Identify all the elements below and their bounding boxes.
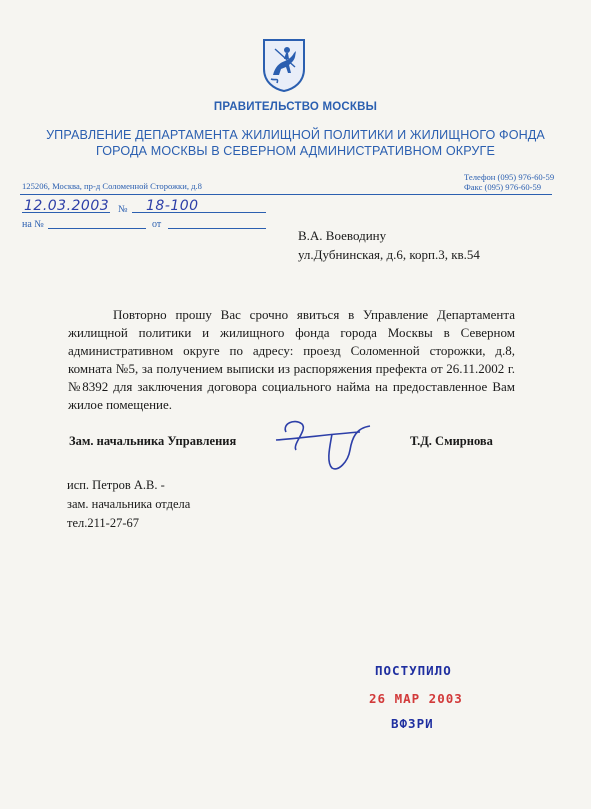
reply-label: на № [22, 219, 44, 230]
received-stamp-date: 26 МАР 2003 [369, 691, 463, 706]
received-stamp-label: ПОСТУПИЛО [375, 663, 452, 678]
number-label: № [118, 204, 128, 215]
signatory-name: Т.Д. Смирнова [410, 434, 493, 448]
letter-body [68, 306, 515, 414]
sender-address: 125206, Москва, пр-д Соломенной Сторожки, д.8 [22, 181, 202, 191]
reply-underline [48, 228, 146, 229]
sender-fax: Факс (095) 976-60-59 [464, 182, 542, 192]
recipient-name: В.А. Воеводину [298, 228, 387, 243]
executor-line1: исп. Петров А.В. - [67, 478, 165, 492]
number-handwritten: 18-100 [146, 198, 199, 214]
department-heading-line1: УПРАВЛЕНИЕ ДЕПАРТАМЕНТА ЖИЛИЩНОЙ ПОЛИТИКИ И ЖИЛИЩНОГО ФОНДА [46, 128, 545, 142]
date-handwritten: 12.03.2003 [24, 198, 110, 214]
recipient-address: ул.Дубнинская, д.6, корп.3, кв.54 [298, 247, 480, 262]
signatory-title: Зам. начальника Управления [69, 434, 237, 448]
header-divider [20, 194, 552, 195]
from-underline [168, 228, 266, 229]
department-heading-line2: ГОРОДА МОСКВЫ В СЕВЕРНОМ АДМИНИСТРАТИВНОМ ОКРУГЕ [96, 144, 495, 158]
handwritten-signature [272, 410, 382, 476]
government-heading: ПРАВИТЕЛЬСТВО МОСКВЫ [213, 101, 378, 113]
moscow-coat-of-arms-icon [261, 37, 307, 93]
executor-phone: тел.211-27-67 [67, 516, 139, 530]
executor-line2: зам. начальника отдела [67, 497, 191, 511]
sender-phone: Телефон (095) 976-60-59 [464, 172, 555, 182]
received-stamp-office: ВФЗРИ [391, 716, 434, 731]
body-paragraph: Повторно прошу Вас срочно явиться в Управление Департамента жилищной политики и жилищного фонда города Москвы в Северном административном округе по адресу: проезд Соломенной сторожки, д.8, комната №5, за получением выписки из распоряжения префекта от 26.11.2002 г. №8392 для заключения договора социального найма на предоставленное Вам жилое помещение. [68, 307, 515, 412]
from-label: от [152, 219, 162, 230]
